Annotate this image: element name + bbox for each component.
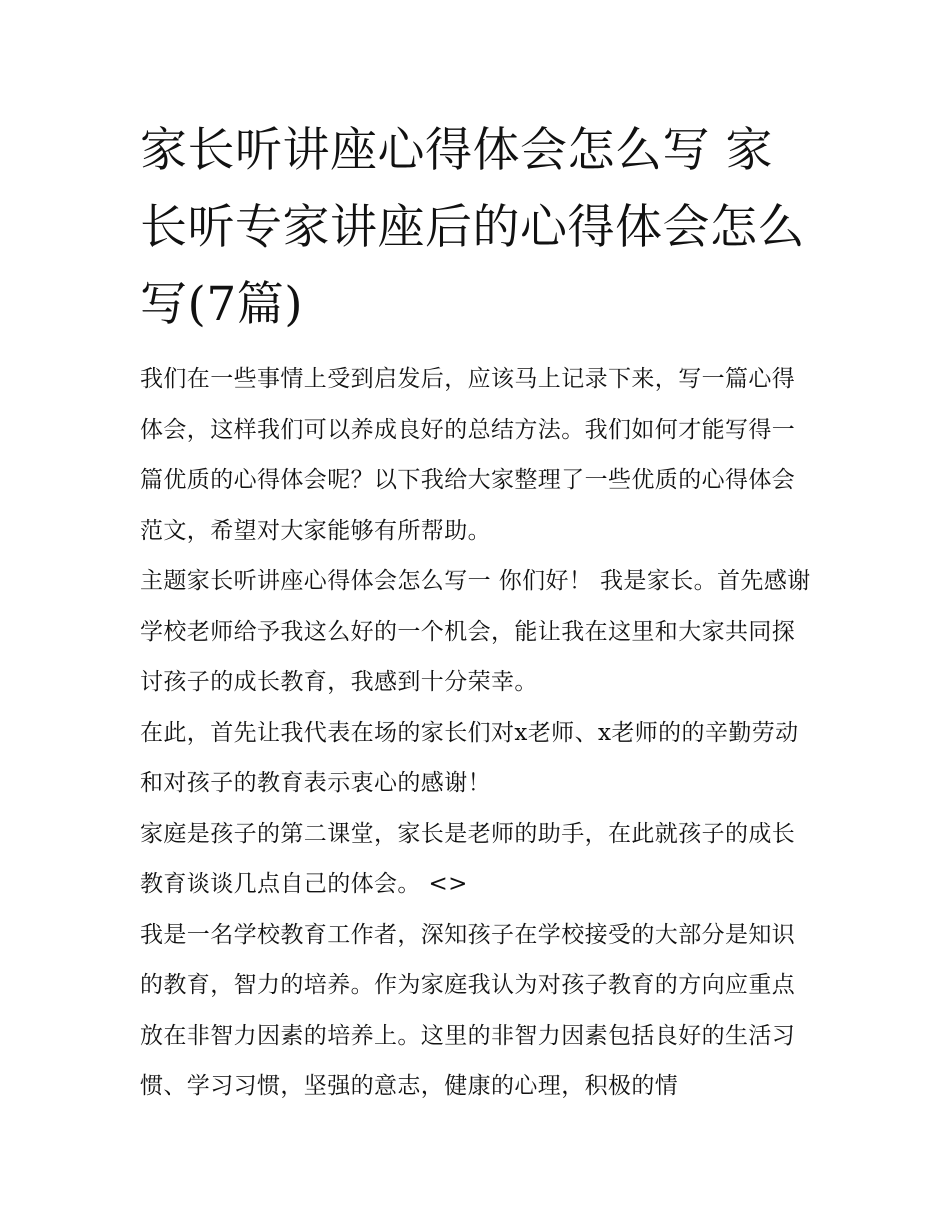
document-body xyxy=(140,112,812,1112)
family-classroom-paragraph: 家庭是孩子的第二课堂，家长是老师的助手，在此就孩子的成长教育谈谈几点自己的体会。 <> xyxy=(140,820,796,897)
greeting-paragraph: 主题家长听讲座心得体会怎么写一 你们好！ 我是家长。首先感谢学校老师给予我这么好的一个机会，能让我在这里和大家共同探讨孩子的成长教育，我感到十分荣幸。 xyxy=(140,568,811,695)
education-paragraph: 我是一名学校教育工作者，深知孩子在学校接受的大部分是知识的教育，智力的培养。作为家庭我认为对孩子教育的方向应重点放在非智力因素的培养上。这里的非智力因素包括良好的生活习惯、学习习惯，坚强的意志，健康的心理，积极的情 xyxy=(140,921,796,1099)
intro-paragraph: 我们在一些事情上受到启发后，应该马上记录下来，写一篇心得体会，这样我们可以养成良好的总结方法。我们如何才能写得一篇优质的心得体会呢？以下我给大家整理了一些优质的心得体会范文，希望对大家能够有所帮助。 xyxy=(140,366,796,544)
thanks-paragraph: 在此，首先让我代表在场的家长们对x老师、x老师的的辛勤劳动和对孩子的教育表示衷心的感谢！ xyxy=(140,719,799,796)
document-title: 家长听讲座心得体会怎么写 家长听专家讲座后的心得体会怎么写(7篇) xyxy=(140,123,805,332)
